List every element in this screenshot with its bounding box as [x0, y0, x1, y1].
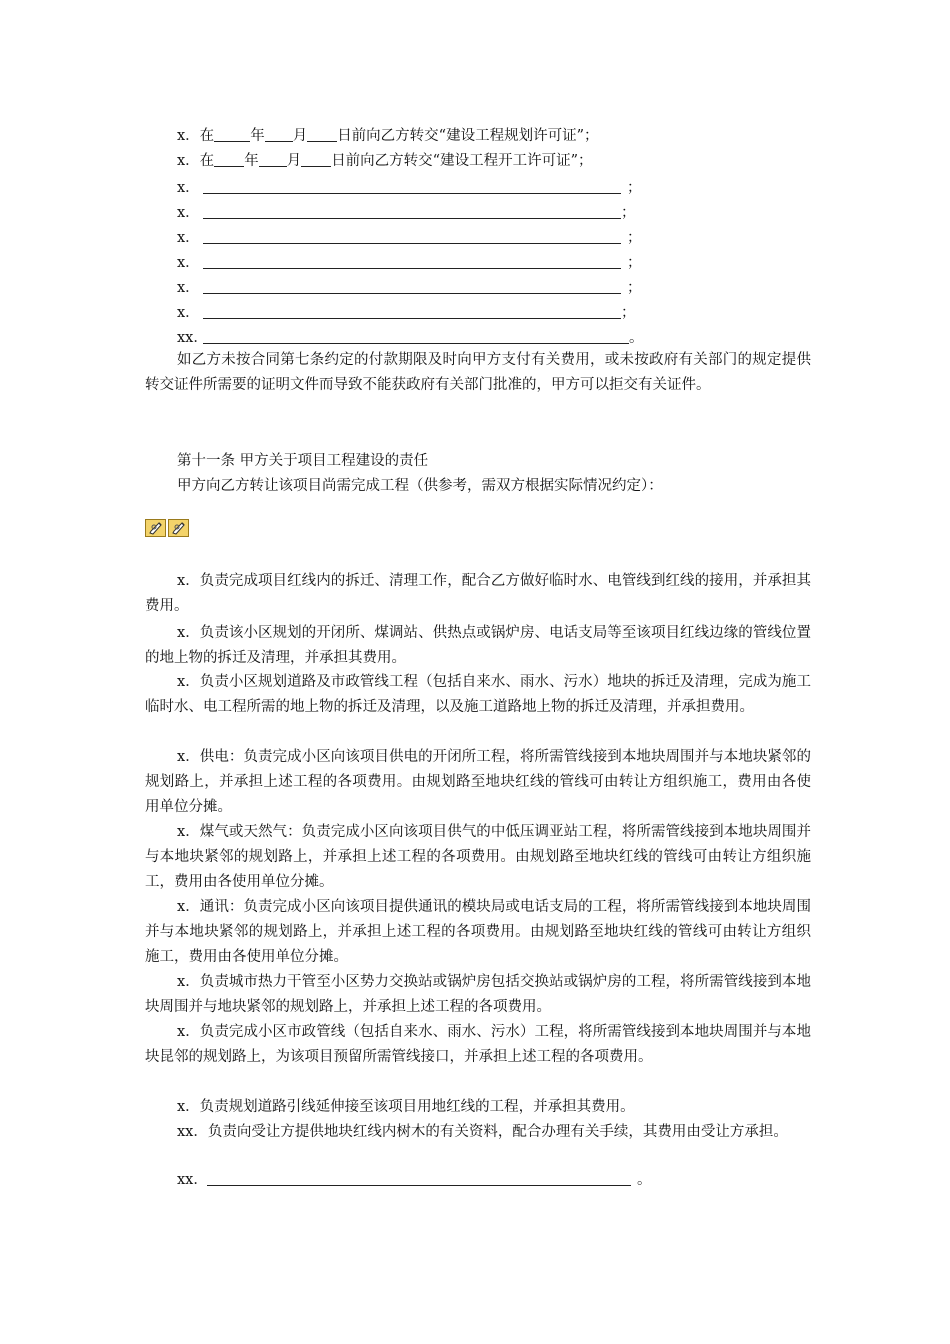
duty-item: x．负责小区规划道路及市政管线工程（包括自来水、雨水、污水）地块的拆迁及清理，完成为施工临时水、电工程所需的地上物的拆迁及清理，以及施工道路地上物的拆迁及清理，并承担费用。 [145, 674, 811, 715]
blank-line [203, 329, 629, 344]
duty-item: x．供电：负责完成小区向该项目供电的开闭所工程，将所需管线接到本地块周围并与本地块紧邻的规划路上，并承担上述工程的各项费用。由规划路至地块红线的管线可由转让方组织施工，费用由各使用单位分摊。 [145, 749, 811, 815]
duty-item: x．负责该小区规划的开闭所、煤调站、供热点或锅炉房、电话支局等至该项目红线边缘的管线位置的地上物的拆迁及清理，并承担其费用。 [145, 625, 811, 666]
duty-item: x．通讯：负责完成小区向该项目提供通讯的模块局或电话支局的工程，将所需管线接到本地块周围并与本地块紧邻的规划路上，并承担上述工程的各项费用。由规划路至地块红线的管线可由转让方组织施工，费用由各使用单位分摊。 [145, 899, 811, 965]
blank-line [203, 279, 621, 294]
blank-line [207, 1171, 631, 1186]
duty-item: x．负责规划道路引线延伸接至该项目用地红线的工程，并承担其费用。 [177, 1099, 635, 1115]
blank-day [307, 127, 337, 142]
blank-year [214, 152, 244, 167]
blank-day [301, 152, 331, 167]
blank-month [265, 127, 293, 142]
edit-icon[interactable] [168, 519, 189, 537]
embedded-object-icons [145, 519, 191, 538]
blank-item: xx． 。 [177, 1172, 652, 1188]
article-title: 第十一条 甲方关于项目工程建设的责任 [177, 453, 429, 469]
article-intro: 甲方向乙方转让该项目尚需完成工程（供参考，需双方根据实际情况约定）： [177, 478, 663, 494]
transfer-item-planning-permit: x．在 年 月 日前向乙方转交“建设工程规划许可证”； [177, 128, 599, 144]
duty-item: x．负责完成项目红线内的拆迁、清理工作，配合乙方做好临时水、电管线到红线的接用，并承担其费用。 [145, 573, 811, 614]
blank-line [203, 254, 621, 269]
blank-line [203, 179, 621, 194]
blank-item: xx． 。 [177, 330, 644, 346]
duty-item: xx．负责向受让方提供地块红线内树木的有关资料，配合办理有关手续，其费用由受让方承担。 [177, 1124, 788, 1140]
refusal-paragraph: 如乙方未按合同第七条约定的付款期限及时向甲方支付有关费用，或未按政府有关部门的规定提供转交证件所需要的证明文件而导致不能获政府有关部门批准的，甲方可以拒交有关证件。 [145, 352, 811, 393]
blank-item: x． ； [177, 280, 642, 296]
blank-year [214, 127, 250, 142]
blank-line [203, 204, 621, 219]
blank-item: x． ； [177, 305, 636, 321]
blank-month [259, 152, 287, 167]
duty-item: x．负责完成小区市政管线（包括自来水、雨水、污水）工程，将所需管线接到本地块周围并与本地块昆邻的规划路上，为该项目预留所需管线接口，并承担上述工程的各项费用。 [145, 1024, 811, 1065]
blank-line [203, 229, 621, 244]
duty-item: x．负责城市热力干管至小区势力交换站或锅炉房包括交换站或锅炉房的工程，将所需管线接到本地块周围并与地块紧邻的规划路上，并承担上述工程的各项费用。 [145, 974, 811, 1015]
duty-item: x．煤气或天然气：负责完成小区向该项目供气的中低压调亚站工程，将所需管线接到本地块周围并与本地块紧邻的规划路上，并承担上述工程的各项费用。由规划路至地块红线的管线可由转让方组织施 工，费用由各使用单位分摊。 [145, 824, 811, 890]
blank-item: x． ； [177, 230, 642, 246]
edit-icon[interactable] [145, 519, 166, 537]
blank-item: x． ； [177, 255, 642, 271]
blank-item: x． ； [177, 205, 636, 221]
transfer-item-construction-permit: x．在 年 月 日前向乙方转交“建设工程开工许可证”； [177, 153, 593, 169]
blank-line [203, 304, 621, 319]
blank-item: x． ； [177, 180, 642, 196]
